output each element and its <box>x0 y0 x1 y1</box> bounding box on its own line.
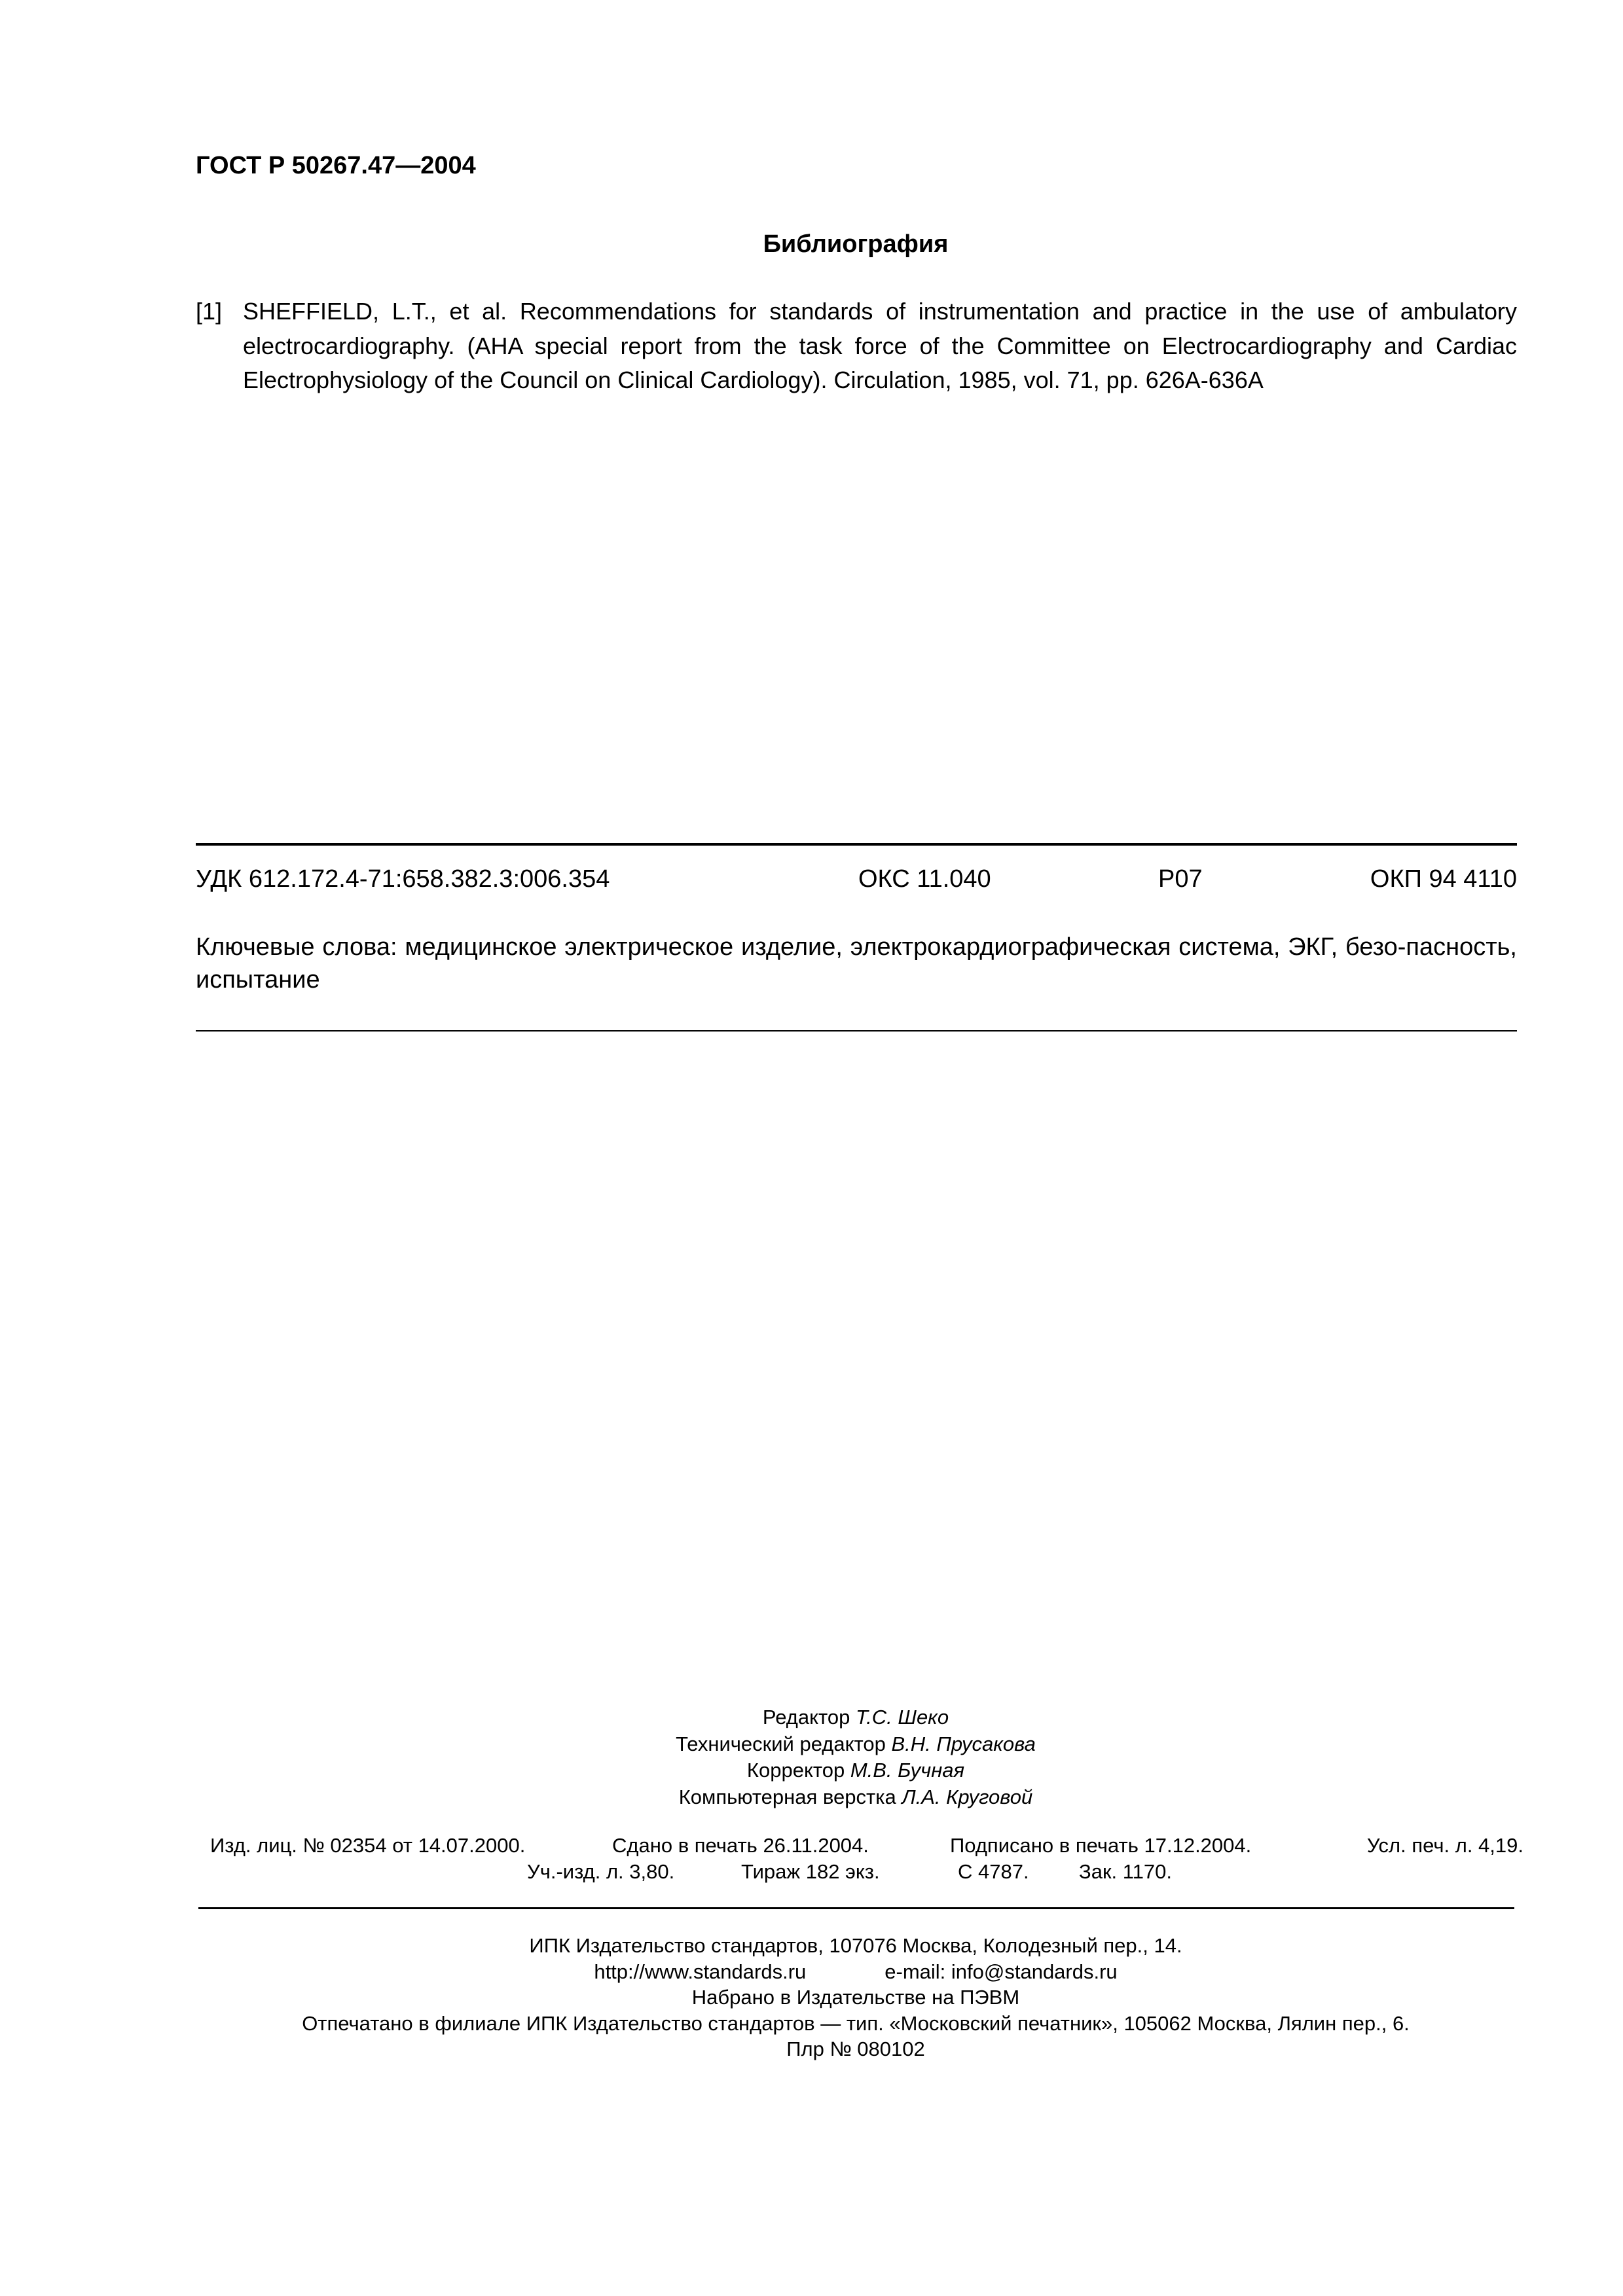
credit-role: Компьютерная верстка <box>678 1785 896 1808</box>
bibliography-title: Библиография <box>763 230 949 258</box>
printed-note: Отпечатано в филиале ИПК Издательство стандартов — тип. «Московский печатник», 105062 Москва, Лялин пер., 6. <box>302 2011 1410 2035</box>
reference-item <box>196 295 1517 398</box>
sent-to-print: Сдано в печать 26.11.2004. <box>612 1834 869 1857</box>
order-number: Зак. 1170. <box>1079 1860 1173 1883</box>
standard-id-header: ГОСТ Р 50267.47—2004 <box>196 152 476 179</box>
credit-name: М.В. Бучная <box>850 1759 965 1782</box>
circulation: Тираж 182 экз. <box>741 1860 880 1883</box>
edition-sheets: Уч.-изд. л. 3,80. <box>527 1860 675 1883</box>
divider-middle <box>196 1030 1517 1031</box>
credit-name: Т.С. Шеко <box>856 1706 949 1729</box>
plr-number: Плр № 080102 <box>786 2037 925 2060</box>
okp-code: ОКП 94 4110 <box>1370 865 1517 893</box>
imprint <box>0 1933 1623 2062</box>
divider-bottom <box>198 1907 1514 1909</box>
divider-top <box>196 843 1517 846</box>
credit-name: Л.А. Круговой <box>902 1785 1033 1808</box>
publisher-address: ИПК Издательство стандартов, 107076 Москва, Колодезный пер., 14. <box>529 1934 1182 1957</box>
credit-layout <box>0 1784 1623 1811</box>
credit-role: Корректор <box>746 1759 845 1782</box>
contacts <box>0 1959 1623 1985</box>
credit-role: Редактор <box>762 1706 850 1729</box>
c-number: С 4787. <box>958 1860 1029 1883</box>
udk-code: УДК 612.172.4-71:658.382.3:006.354 <box>196 865 610 893</box>
group-code: Р07 <box>1158 865 1203 893</box>
keywords: Ключевые слова: медицинское электрическое изделие, электрокардиографическая система, ЭКГ, безо-пасность, испытание <box>196 933 1517 994</box>
credit-proofreader <box>0 1757 1623 1784</box>
website-link[interactable]: http://www.standards.ru <box>594 1960 807 1983</box>
signed-to-print: Подписано в печать 17.12.2004. <box>950 1834 1252 1857</box>
typeset-note: Набрано в Издательстве на ПЭВМ <box>691 1986 1020 2009</box>
oks-code: ОКС 11.040 <box>858 865 991 893</box>
credit-role: Технический редактор <box>676 1732 886 1755</box>
license: Изд. лиц. № 02354 от 14.07.2000. <box>210 1834 526 1857</box>
credits <box>0 1704 1623 1810</box>
credit-name: В.Н. Прусакова <box>891 1732 1036 1755</box>
credit-editor <box>0 1704 1623 1731</box>
reference-number: [1] <box>196 298 223 325</box>
credit-tech-editor <box>0 1731 1623 1758</box>
email-link[interactable]: e-mail: info@standards.ru <box>884 1960 1118 1983</box>
reference-text: SHEFFIELD, L.T., et al. Recommendations for standards of instrumentation and practice in the use of ambulatory electrocardiography. (AHA special report from the task force of the Committee on Electrocardiography and Cardiac Electrophysiology of the Council on Clinical Cardiology). Circulation, 1985, vol. 71, pp. 626A-636A <box>243 298 1517 393</box>
print-sheets: Усл. печ. л. 4,19. <box>1366 1834 1523 1857</box>
